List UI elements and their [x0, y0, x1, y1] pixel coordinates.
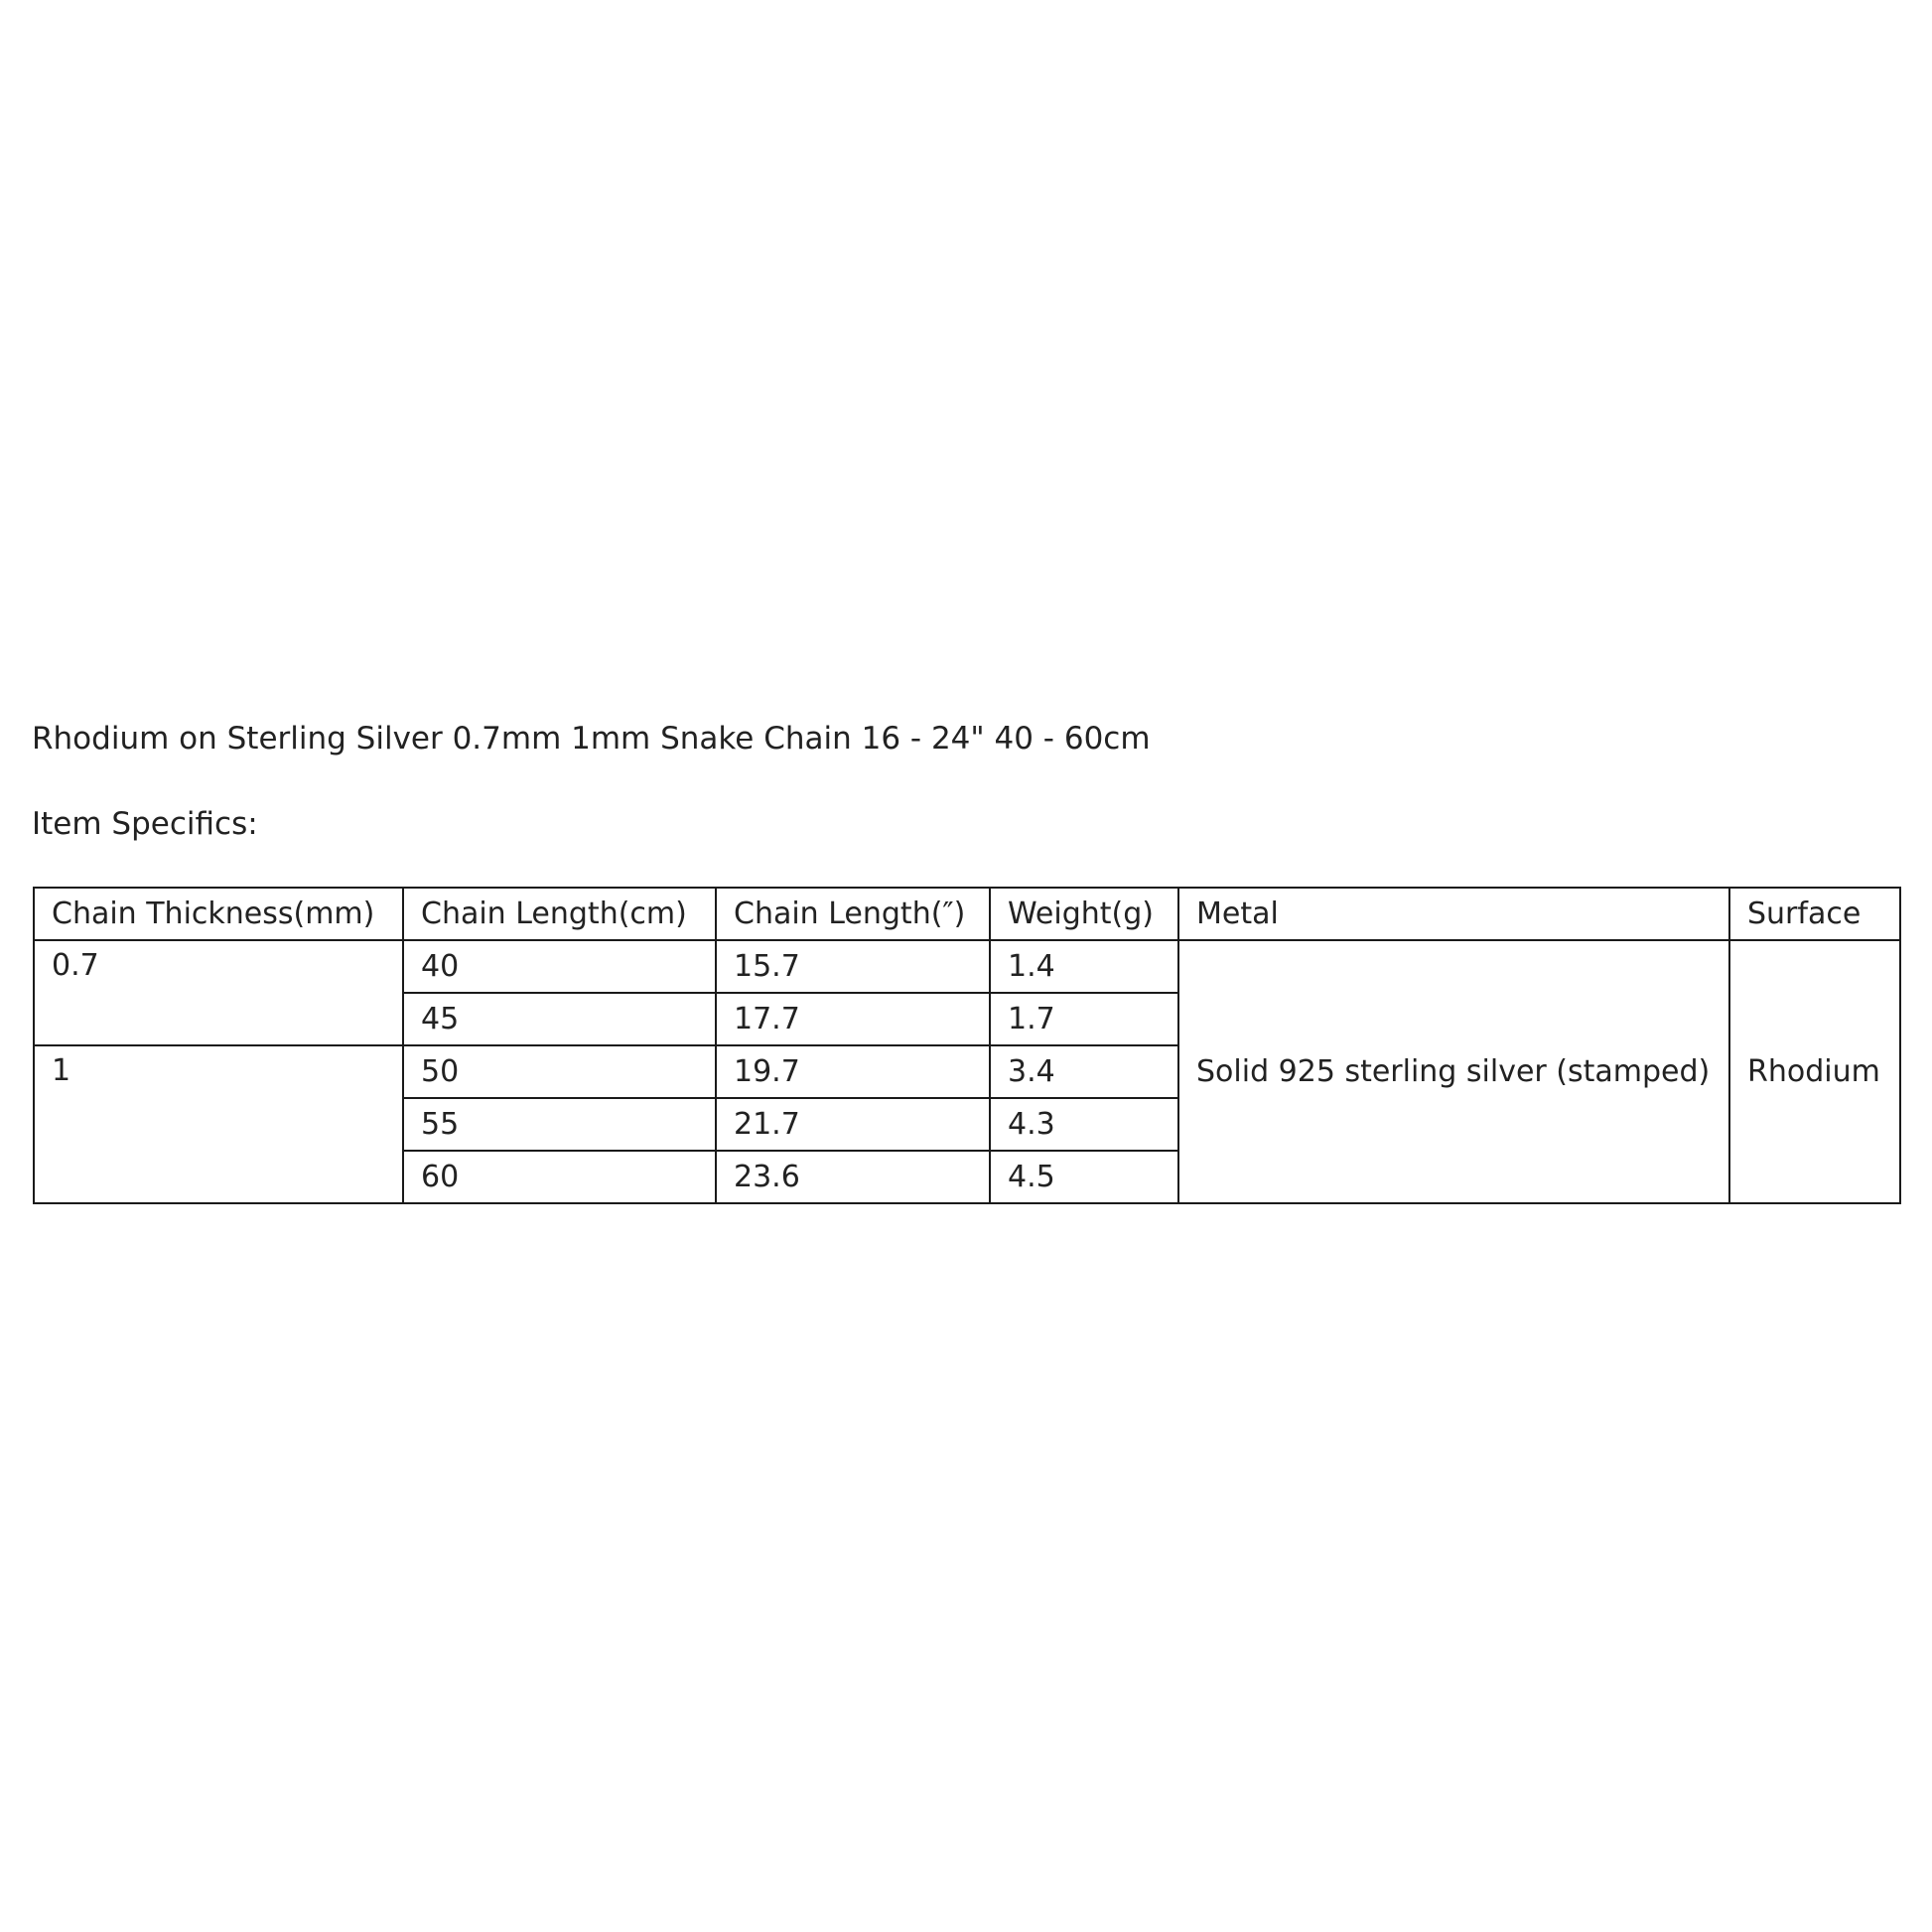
table-header-row: [34, 888, 1900, 940]
specifications-table: [33, 887, 1901, 1204]
header-chain-length-inch: Chain Length(″): [716, 888, 990, 940]
weight-cell: 1.4: [990, 940, 1178, 993]
surface-cell: Rhodium: [1729, 940, 1900, 1203]
thickness-cell: 0.7: [34, 940, 403, 1045]
length-inch-cell: 21.7: [716, 1098, 990, 1151]
length-cm-cell: 50: [403, 1045, 716, 1098]
length-inch-cell: 23.6: [716, 1151, 990, 1203]
length-cm-cell: 45: [403, 993, 716, 1045]
thickness-cell: 1: [34, 1045, 403, 1203]
weight-cell: 3.4: [990, 1045, 1178, 1098]
length-cm-cell: 40: [403, 940, 716, 993]
header-surface: Surface: [1729, 888, 1900, 940]
weight-cell: 4.3: [990, 1098, 1178, 1151]
header-chain-thickness: Chain Thickness(mm): [34, 888, 403, 940]
weight-cell: 1.7: [990, 993, 1178, 1045]
length-inch-cell: 19.7: [716, 1045, 990, 1098]
table-row: [34, 940, 1900, 993]
header-metal: Metal: [1178, 888, 1729, 940]
header-chain-length-cm: Chain Length(cm): [403, 888, 716, 940]
length-cm-cell: 60: [403, 1151, 716, 1203]
length-cm-cell: 55: [403, 1098, 716, 1151]
metal-cell: Solid 925 sterling silver (stamped): [1178, 940, 1729, 1203]
length-inch-cell: 17.7: [716, 993, 990, 1045]
section-heading: Item Specifics:: [32, 806, 258, 842]
length-inch-cell: 15.7: [716, 940, 990, 993]
header-weight: Weight(g): [990, 888, 1178, 940]
weight-cell: 4.5: [990, 1151, 1178, 1203]
page-title: Rhodium on Sterling Silver 0.7mm 1mm Snake Chain 16 - 24" 40 - 60cm: [32, 721, 1151, 757]
